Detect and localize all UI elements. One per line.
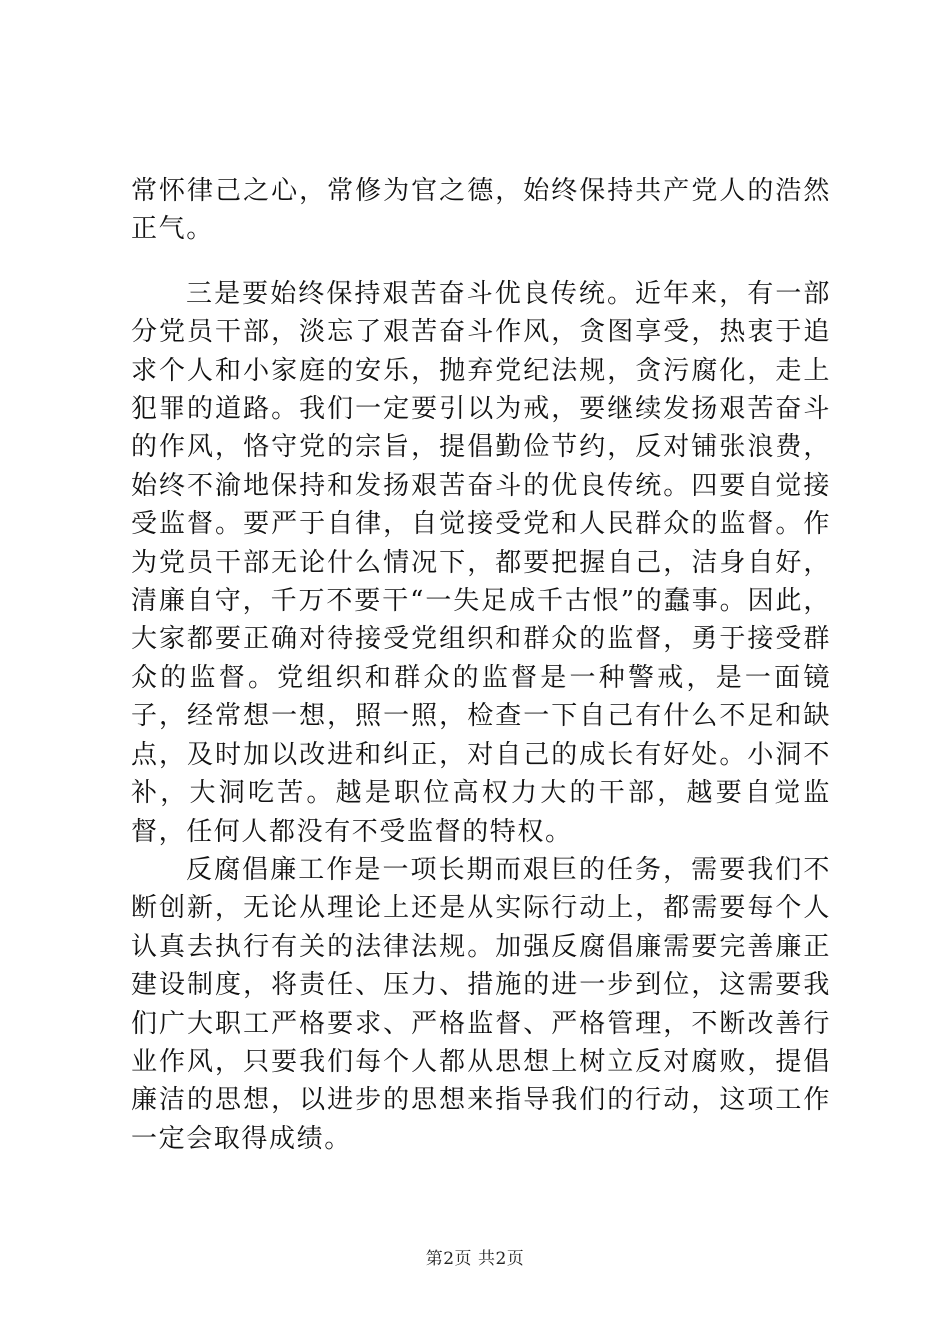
paragraph-anti-corruption: 反腐倡廉工作是一项长期而艰巨的任务，需要我们不断创新，无论从理论上还是从实际行动上，都需要每个人认真去执行有关的法律法规。加强反腐倡廉需要完善廉正建设制度，将责任、压力、措施的进一步到位，这需要我们广大职工严格要求、严格监督、严格管理，不断改善行业作风，只要我们每个人都从思想上树立反对腐败，提倡廉洁的思想，以进步的思想来指导我们的行动，这项工作一定会取得成绩。 <box>131 854 831 1154</box>
paragraph-continuation: 常怀律己之心，常修为官之德，始终保持共产党人的浩然正气。 <box>131 176 831 245</box>
page-number-footer: 第2页 共2页 <box>425 1249 525 1269</box>
paragraph-spacer <box>131 249 831 275</box>
paragraph-hard-work: 三是要始终保持艰苦奋斗优良传统。近年来，有一部分党员干部，淡忘了艰苦奋斗作风，贪图享受，热衷于追求个人和小家庭的安乐，抛弃党纪法规，贪污腐化，走上犯罪的道路。我们一定要引以为戒，要继续发扬艰苦奋斗的作风，恪守党的宗旨，提倡勤俭节约，反对铺张浪费，始终不渝地保持和发扬艰苦奋斗的优良传统。四要自觉接受监督。要严于自律，自觉接受党和人民群众的监督。作为党员干部无论什么情况下，都要把握自己，洁身自好，清廉自守，千万不要干“一失足成千古恨”的蠢事。因此，大家都要正确对待接受党组织和群众的监督，勇于接受群众的监督。党组织和群众的监督是一种警戒，是一面镜子，经常想一想，照一照，检查一下自己有什么不足和缺点，及时加以改进和纠正，对自己的成长有好处。小洞不补，大洞吃苦。越是职位高权力大的干部，越要自觉监督，任何人都没有不受监督的特权。 <box>131 278 831 847</box>
document-body <box>131 172 831 1158</box>
